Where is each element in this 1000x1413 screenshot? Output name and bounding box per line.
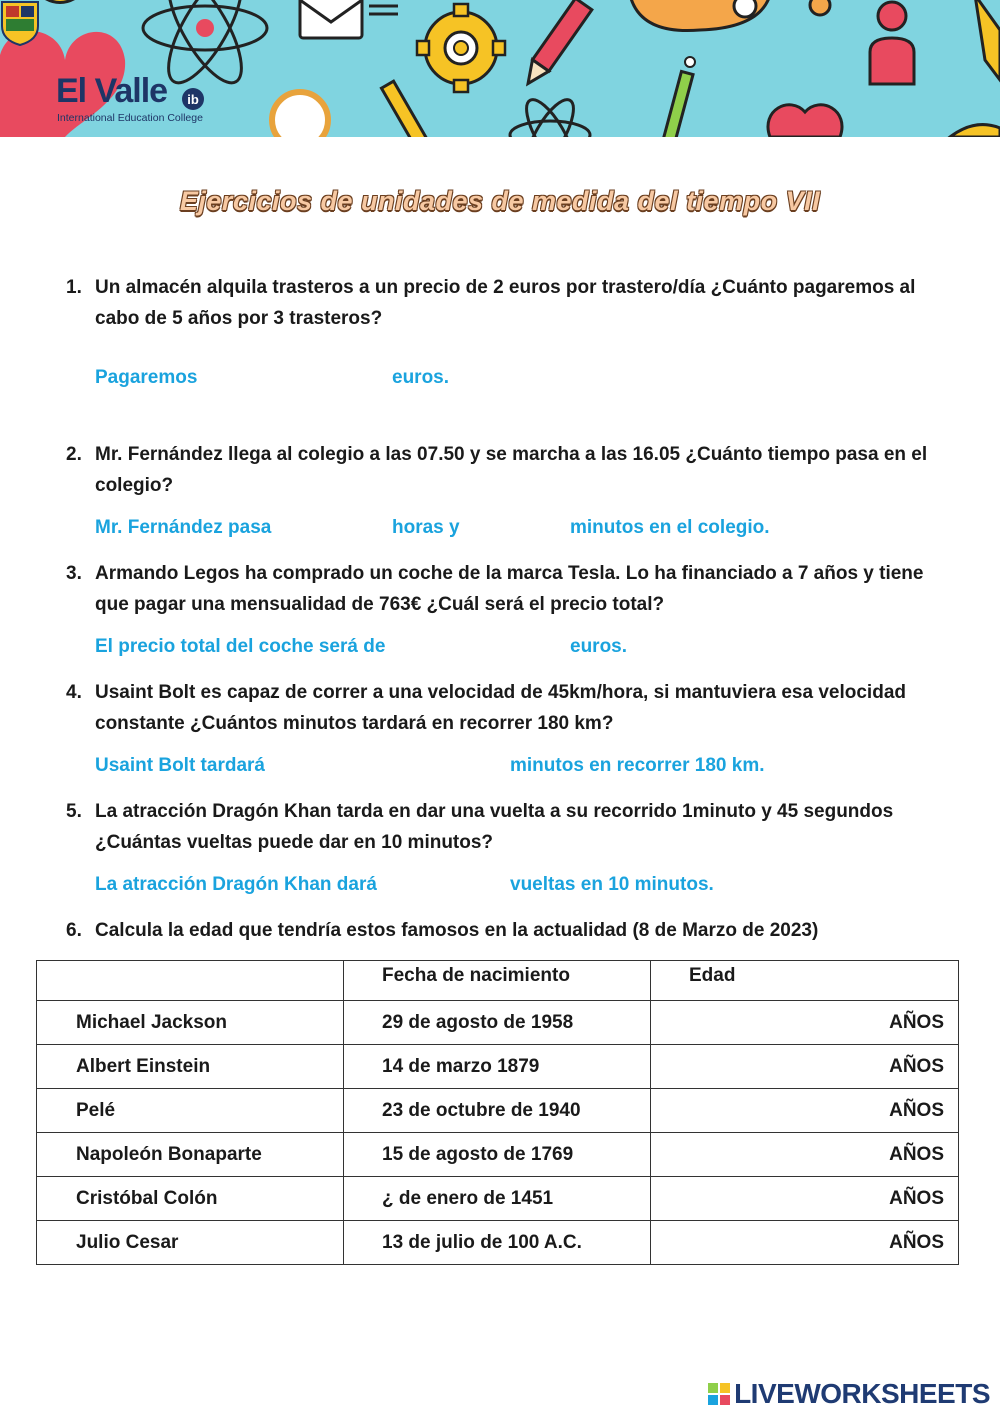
question-1	[66, 272, 946, 334]
question-number: 2.	[66, 444, 82, 465]
answer-4-suffix: minutos en recorrer 180 km.	[510, 755, 765, 776]
birth-date: 14 de marzo 1879	[344, 1045, 651, 1089]
answer-1-prefix: Pagaremos	[95, 367, 198, 388]
question-text: Mr. Fernández llega al colegio a las 07.50 y se marcha a las 16.05 ¿Cuánto tiempo pasa en el colegio?	[95, 444, 928, 496]
logo-subtitle: International Education College	[57, 112, 203, 124]
header-cell-name	[37, 961, 344, 1001]
question-text: La atracción Dragón Khan tarda en dar una vuelta a su recorrido 1minuto y 45 segundos ¿Cuántas vueltas puede dar en 10 minutos?	[95, 801, 894, 853]
person-name: Michael Jackson	[37, 1001, 344, 1045]
magnifier-icon	[272, 92, 328, 137]
ib-logo-icon	[180, 86, 206, 112]
age-cell[interactable]: AÑOS	[651, 1221, 959, 1265]
age-cell[interactable]: AÑOS	[651, 1133, 959, 1177]
atom-small-icon	[510, 93, 590, 137]
envelope-icon	[300, 0, 362, 38]
lines-icon	[369, 6, 398, 14]
answer-5-suffix: vueltas en 10 minutos.	[510, 874, 714, 895]
question-text: Usaint Bolt es capaz de correr a una velocidad de 45km/hora, si mantuviera esa velocidad constante ¿Cuántos minutos tardará en recorrer 180 km?	[95, 682, 906, 734]
question-text: Un almacén alquila trasteros a un precio de 2 euros por trastero/día ¿Cuánto pagaremos al cabo de 5 años por 3 trasteros?	[95, 277, 916, 329]
question-number: 6.	[66, 920, 82, 941]
question-3	[66, 558, 946, 620]
person-name: Julio Cesar	[37, 1221, 344, 1265]
person-name: Pelé	[37, 1089, 344, 1133]
age-cell[interactable]: AÑOS	[651, 1001, 959, 1045]
birth-date: 15 de agosto de 1769	[344, 1133, 651, 1177]
answer-3-suffix: euros.	[570, 636, 628, 657]
question-number: 4.	[66, 682, 82, 703]
age-cell[interactable]: AÑOS	[651, 1089, 959, 1133]
person-icon	[870, 2, 914, 84]
palette-icon	[630, 0, 830, 31]
birth-date: 13 de julio de 100 A.C.	[344, 1221, 651, 1265]
logo-name: El Valle	[56, 72, 168, 110]
header-banner	[0, 0, 1000, 137]
header-cell-age: Edad	[651, 961, 959, 1001]
question-number: 1.	[66, 277, 82, 298]
answer-2-middle: horas y	[392, 517, 460, 538]
answer-1-suffix: euros.	[392, 367, 450, 388]
dot-icon	[685, 57, 695, 67]
table-row	[37, 1045, 959, 1089]
person-name: Napoleón Bonaparte	[37, 1133, 344, 1177]
question-2	[66, 439, 946, 501]
birth-date: ¿ de enero de 1451	[344, 1177, 651, 1221]
answer-4-prefix: Usaint Bolt tardará	[95, 755, 265, 776]
person-name: Cristóbal Colón	[37, 1177, 344, 1221]
table-row	[37, 1133, 959, 1177]
answer-3-prefix: El precio total del coche será de	[95, 636, 386, 657]
table-row	[37, 1089, 959, 1133]
svg-text:ib: ib	[187, 92, 199, 107]
table-row	[37, 1001, 959, 1045]
question-number: 5.	[66, 801, 82, 822]
liveworksheets-mark-icon	[708, 1383, 730, 1405]
question-4	[66, 677, 946, 739]
bolt-icon	[975, 0, 1000, 80]
answer-2-suffix: minutos en el colegio.	[570, 517, 770, 538]
question-6	[66, 915, 946, 946]
test-tube-icon	[663, 71, 693, 137]
birth-date: 29 de agosto de 1958	[344, 1001, 651, 1045]
top-shape-icon	[40, 0, 80, 3]
shape-icon	[950, 125, 1000, 137]
ages-table	[36, 960, 959, 1265]
table-row	[37, 1221, 959, 1265]
question-number: 3.	[66, 563, 82, 584]
liveworksheets-logo[interactable]	[708, 1378, 990, 1410]
question-text: Calcula la edad que tendría estos famosos en la actualidad (8 de Marzo de 2023)	[95, 920, 819, 941]
footer-brand-text: LIVEWORKSHEETS	[734, 1378, 990, 1409]
table-row	[37, 1177, 959, 1221]
school-crest-icon	[0, 0, 40, 46]
table-header-row	[37, 961, 959, 1001]
answer-5-prefix: La atracción Dragón Khan dará	[95, 874, 377, 895]
question-text: Armando Legos ha comprado un coche de la marca Tesla. Lo ha financiado a 7 años y tiene que pagar una mensualidad de 763€ ¿Cuál será el precio total?	[95, 563, 924, 615]
question-5	[66, 796, 946, 858]
answer-2-prefix: Mr. Fernández pasa	[95, 517, 272, 538]
birth-date: 23 de octubre de 1940	[344, 1089, 651, 1133]
gear-icon	[417, 4, 505, 92]
pencil-icon	[520, 0, 592, 89]
header-cell-birthdate: Fecha de nacimiento	[344, 961, 651, 1001]
person-name: Albert Einstein	[37, 1045, 344, 1089]
ruler-icon	[381, 81, 428, 137]
age-cell[interactable]: AÑOS	[651, 1045, 959, 1089]
heart-icon	[768, 105, 842, 137]
page-title: Ejercicios de unidades de medida del tiempo VII	[179, 186, 821, 216]
age-cell[interactable]: AÑOS	[651, 1177, 959, 1221]
